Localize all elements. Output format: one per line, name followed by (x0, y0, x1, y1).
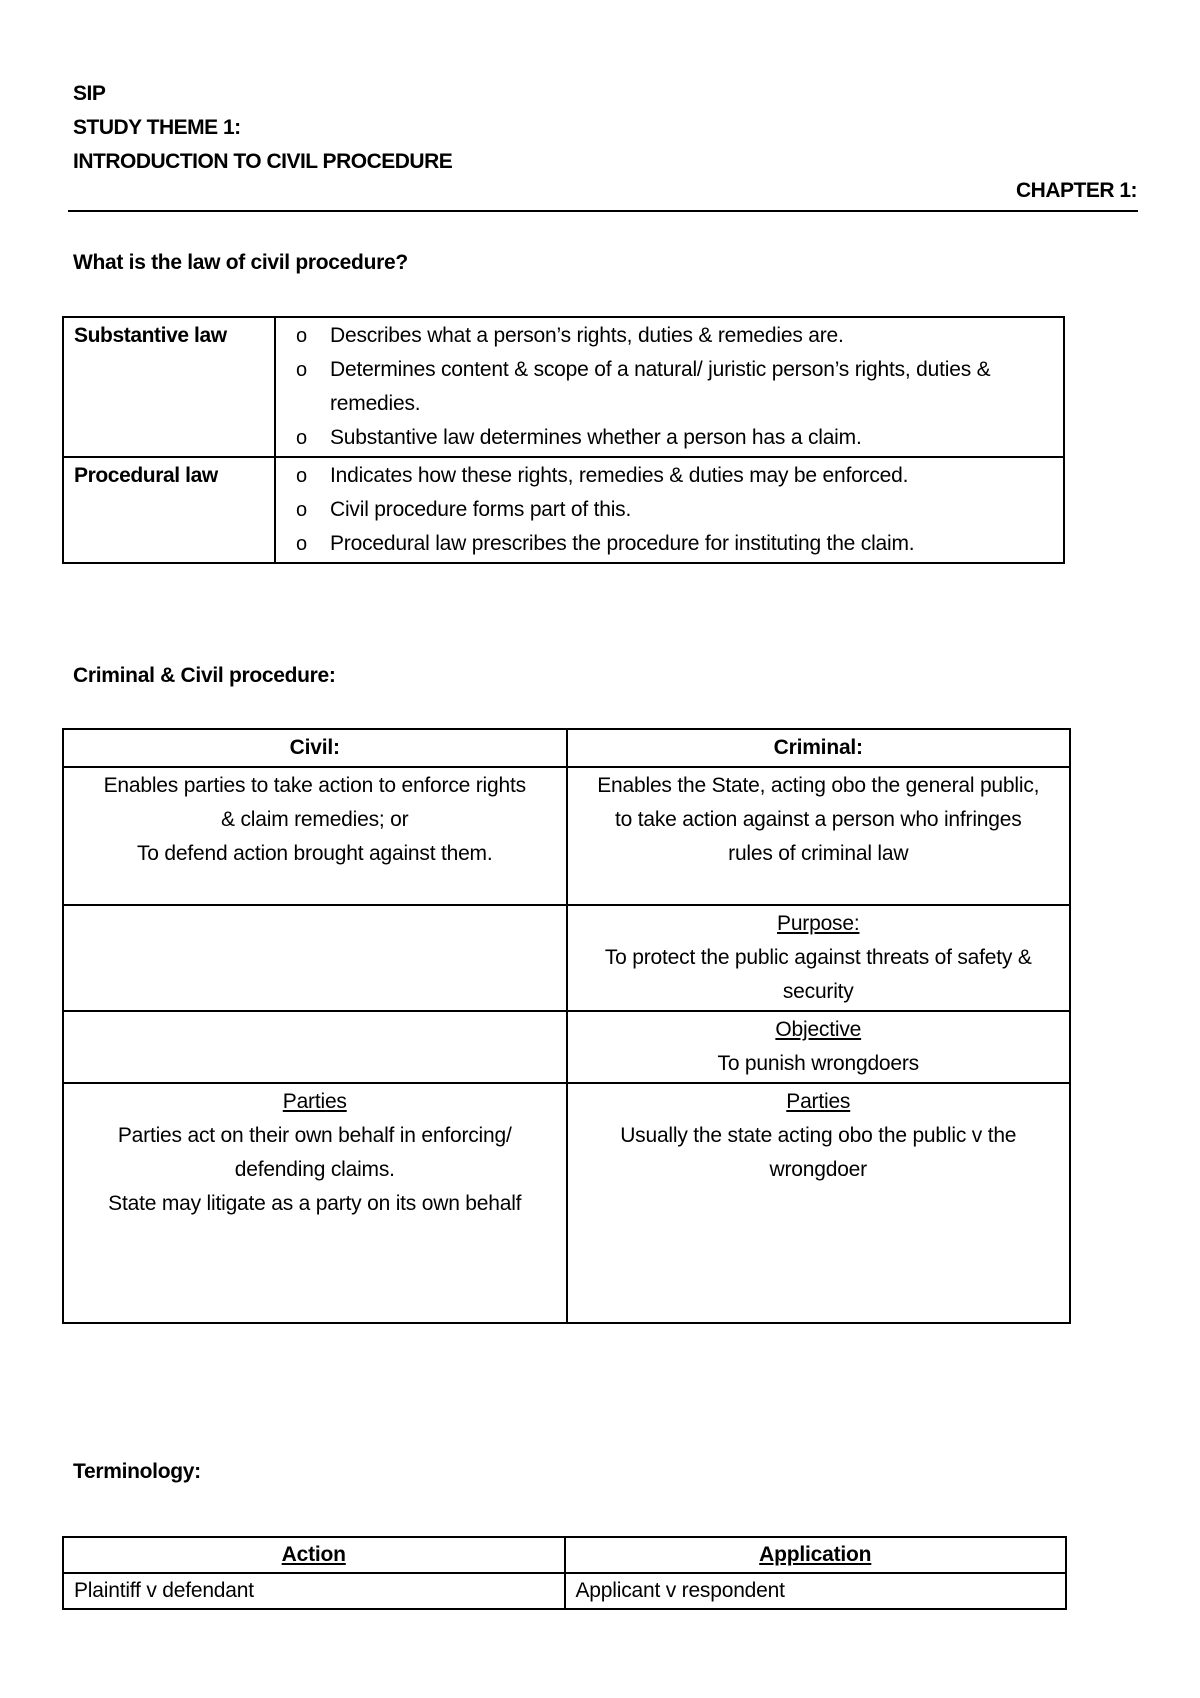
circle-bullet-icon: o (296, 427, 307, 449)
circle-bullet-icon: o (296, 325, 307, 347)
column-header-action: Action (63, 1537, 565, 1573)
table-row (63, 729, 1070, 767)
list-item: o Procedural law prescribes the procedure for instituting the claim. (290, 527, 1049, 561)
table-row (63, 457, 1064, 563)
course-code: SIP (73, 82, 106, 105)
circle-bullet-icon: o (296, 533, 307, 555)
criminal-civil-table (62, 728, 1071, 1324)
empty-cell (63, 905, 567, 1011)
column-header-criminal: Criminal: (567, 729, 1071, 767)
bullet-list (290, 319, 1049, 455)
bullet-list (290, 459, 1049, 561)
table-row (63, 1011, 1070, 1083)
table-row (63, 1573, 1066, 1609)
row-body-procedural (275, 457, 1064, 563)
criminal-parties: Parties Usually the state acting obo the public v the wrongdoer (567, 1083, 1071, 1323)
circle-bullet-icon: o (296, 499, 307, 521)
document-header (73, 77, 452, 179)
criminal-definition: Enables the State, acting obo the general public, to take action against a person who infringes rules of criminal law (567, 767, 1071, 905)
theme-title: INTRODUCTION TO CIVIL PROCEDURE (73, 150, 453, 173)
list-item: o Substantive law determines whether a person has a claim. (290, 421, 1049, 455)
table-row (63, 1537, 1066, 1573)
section-heading-terminology: Terminology: (73, 1460, 201, 1483)
civil-definition: Enables parties to take action to enforce rights & claim remedies; or To defend action brought against them. (63, 767, 567, 905)
row-body-substantive (275, 317, 1064, 457)
criminal-parties-title: Parties (786, 1090, 851, 1113)
purpose-title: Purpose: (777, 912, 860, 935)
terminology-table (62, 1536, 1067, 1610)
circle-bullet-icon: o (296, 359, 307, 381)
table-row (63, 1083, 1070, 1323)
column-header-application: Application (565, 1537, 1067, 1573)
list-item: o Indicates how these rights, remedies & duties may be enforced. (290, 459, 1049, 493)
civil-parties: Parties Parties act on their own behalf in enforcing/ defending claims. State may litigate as a party on its own behalf (63, 1083, 567, 1323)
civil-parties-title: Parties (282, 1090, 347, 1113)
chapter-label: CHAPTER 1: (1015, 179, 1137, 202)
row-label-substantive: Substantive law (63, 317, 275, 457)
row-label-procedural: Procedural law (63, 457, 275, 563)
study-theme: STUDY THEME 1: (73, 116, 241, 139)
circle-bullet-icon: o (296, 465, 307, 487)
column-header-civil: Civil: (63, 729, 567, 767)
table-row (63, 905, 1070, 1011)
objective-title: Objective (775, 1018, 862, 1041)
application-value: Applicant v respondent (565, 1573, 1067, 1609)
header-divider (68, 210, 1138, 212)
table-row (63, 767, 1070, 905)
substantive-procedural-table (62, 316, 1065, 564)
criminal-objective: Objective To punish wrongdoers (567, 1011, 1071, 1083)
list-item: o Determines content & scope of a natural/ juristic person’s rights, duties & remedies. (290, 353, 1049, 421)
table-row (63, 317, 1064, 457)
empty-cell (63, 1011, 567, 1083)
section-heading-law-of-civil-procedure: What is the law of civil procedure? (73, 251, 408, 274)
list-item: o Describes what a person’s rights, duties & remedies are. (290, 319, 1049, 353)
section-heading-criminal-civil: Criminal & Civil procedure: (73, 664, 336, 687)
action-value: Plaintiff v defendant (63, 1573, 565, 1609)
criminal-purpose: Purpose: To protect the public against threats of safety & security (567, 905, 1071, 1011)
list-item: o Civil procedure forms part of this. (290, 493, 1049, 527)
